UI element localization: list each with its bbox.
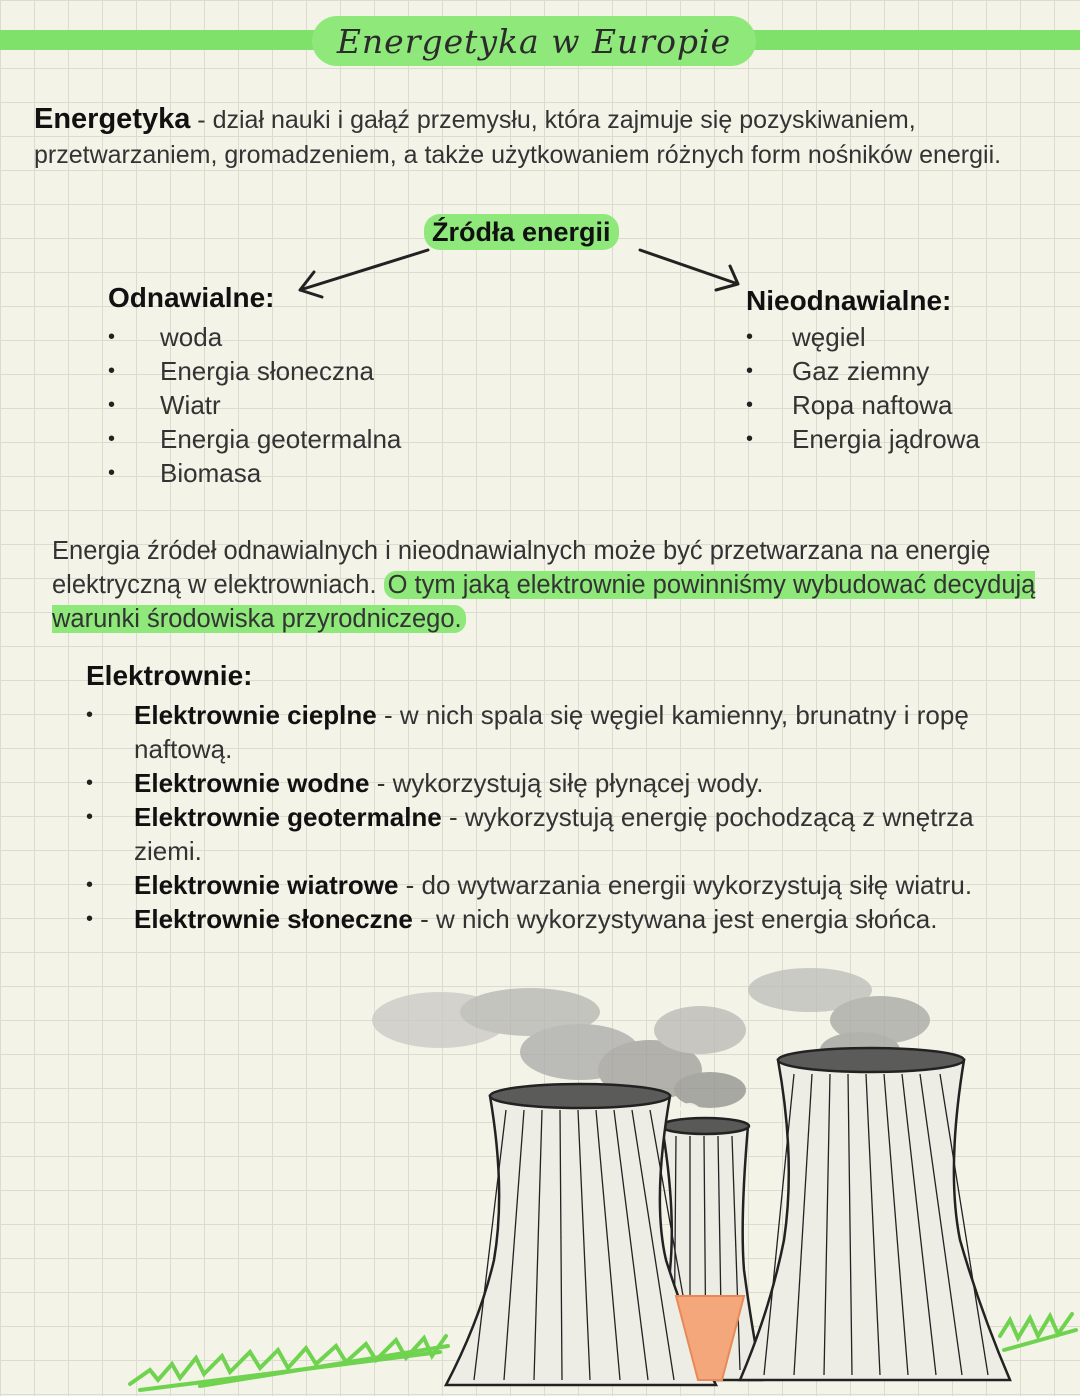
cooling-tower-right: [740, 1048, 1010, 1380]
plants-heading: Elektrownie:: [86, 660, 253, 691]
list-item: [86, 902, 1006, 936]
nonrenewable-heading: Nieodnawialne:: [746, 285, 952, 316]
list-item: • Energia jądrowa: [746, 422, 980, 456]
list-item: [86, 698, 1006, 766]
nonrenewable-list: [746, 320, 980, 456]
list-item: • Energia słoneczna: [108, 354, 401, 388]
intro-definition: - dział nauki i gałąź przemysłu, która zajmuje się pozyskiwaniem, przetwarzaniem, gromadzeniem, a także użytkowaniem różnych form nośników energii.: [34, 106, 1002, 169]
plant-desc: - w nich spala się węgiel kamienny, brunatny i ropę naftową.: [134, 700, 969, 764]
list-item: [86, 766, 1006, 800]
plant-name: Elektrownie słoneczne: [134, 904, 413, 934]
plant-desc: - wykorzystują siłę płynącej wody.: [369, 768, 764, 798]
list-item: • Wiatr: [108, 388, 401, 422]
list-item: • Biomasa: [108, 456, 401, 490]
conversion-paragraph: [52, 534, 1052, 636]
list-item: • węgiel: [746, 320, 980, 354]
list-item: [86, 868, 1006, 902]
paragraph-text: Energia źródeł odnawialnych i nieodnawialnych może być przetwarzana na energię elektryczną w elektrowniach.: [52, 537, 991, 599]
list-item: • Gaz ziemny: [746, 354, 980, 388]
intro-term: Energetyka: [34, 103, 191, 135]
plant-desc: - w nich wykorzystywana jest energia słońca.: [412, 904, 938, 934]
renewable-heading: Odnawialne:: [108, 282, 275, 313]
arrow-right-icon: [640, 250, 738, 290]
plant-desc: - do wytwarzania energii wykorzystują siłę wiatru.: [398, 870, 973, 900]
plant-name: Elektrownie wodne: [134, 768, 370, 798]
paragraph-highlight: O tym jaką elektrownie powinniśmy wybudować decydują warunki środowiska przyrodniczego.: [52, 571, 1036, 633]
arrow-left-icon: [300, 250, 428, 297]
sources-arrows: [0, 0, 1080, 320]
page-title: Energetyka w Europie: [336, 21, 732, 61]
plant-name: Elektrownie cieplne: [134, 700, 377, 730]
list-item: • Ropa naftowa: [746, 388, 980, 422]
plant-name: Elektrownie geotermalne: [134, 802, 442, 832]
sources-title: Źródła energii: [424, 214, 619, 250]
list-item: • woda: [108, 320, 401, 354]
plant-name: Elektrownie wiatrowe: [134, 870, 399, 900]
list-item: [86, 800, 1006, 868]
plants-list: [86, 698, 1006, 936]
cooling-towers-illustration: [0, 960, 1080, 1396]
plant-desc: - wykorzystują energię pochodzącą z wnętrza ziemi.: [134, 802, 974, 866]
list-item: • Energia geotermalna: [108, 422, 401, 456]
renewable-list: [108, 320, 401, 490]
